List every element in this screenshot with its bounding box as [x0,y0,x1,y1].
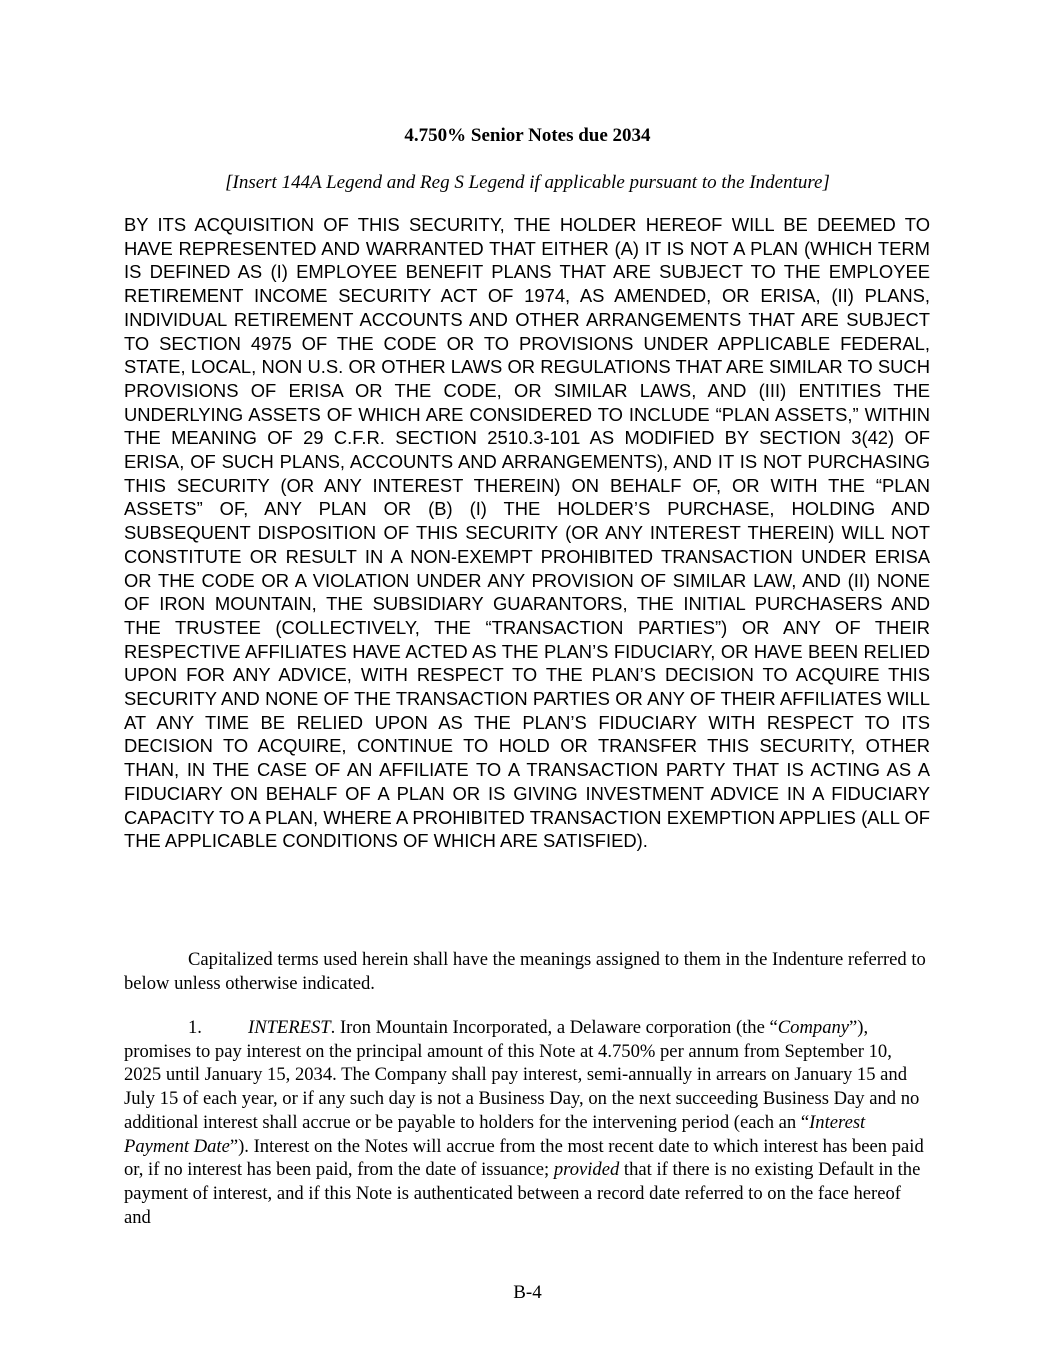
provided-term: provided [553,1159,620,1181]
defined-term-interest-payment-date: Interest Payment Date [124,1111,866,1157]
capitalized-terms-text: Capitalized terms used herein shall have the meanings assigned to them in the Indenture referred to below unless otherwise indicated. [124,949,926,994]
defined-term-company: Company [777,1017,850,1038]
capitalized-terms-paragraph [124,948,930,995]
interest-text-part-2: ”), promises to pay interest on the principal amount of this Note at 4.750% per annum from September 10, 2025 until January 15, 2034. The Company shall pay interest, semi-annually in arrears on January 15 and July 15 of each year, or if any such day is not a Business Day, on the next succeeding Business Day and no additional interest shall accrue or be payable to holders for the intervening period (each an “ [124,1017,920,1133]
interest-text-part-4: that if there is no existing Default in the payment of interest, and if this Note is authenticated between a record date referred to on the face hereof and [124,1159,921,1228]
erisa-legend-paragraph: BY ITS ACQUISITION OF THIS SECURITY, THE HOLDER HEREOF WILL BE DEEMED TO HAVE REPRESENTED AND WARRANTED THAT EITHER (A) IT IS NOT A PLAN (WHICH TERM IS DEFINED AS (I) EMPLOYEE BENEFIT PLANS THAT ARE SUBJECT TO THE EMPLOYEE RETIREMENT INCOME SECURITY ACT OF 1974, AS AMENDED, OR ERISA, (II) PLANS, INDIVIDUAL RETIREMENT ACCOUNTS AND OTHER ARRANGEMENTS THAT ARE SUBJECT TO SECTION 4975 OF THE CODE OR TO PROVISIONS UNDER APPLICABLE FEDERAL, STATE, LOCAL, NON U.S. OR OTHER LAWS OR REGULATIONS THAT ARE SIMILAR TO SUCH PROVISIONS OF ERISA OR THE CODE, OR SIMILAR LAWS, AND (III) ENTITIES THE UNDERLYING ASSETS OF WHICH ARE CONSIDERED TO INCLUDE “PLAN ASSETS,” WITHIN THE MEANING OF 29 C.F.R. SECTION 2510.3-101 AS MODIFIED BY SECTION 3(42) OF ERISA, OF SUCH PLANS, ACCOUNTS AND ARRANGEMENTS), AND IT IS NOT PURCHASING THIS SECURITY (OR ANY INTEREST THEREIN) ON BEHALF OF, OR WITH THE “PLAN ASSETS” OF, ANY PLAN OR (B) (I) THE HOLDER’S PURCHASE, HOLDING AND SUBSEQUENT DISPOSITION OF THIS SECURITY (OR ANY INTEREST THEREIN) WILL NOT CONSTITUTE OR RESULT IN A NON-EXEMPT PROHIBITED TRANSACTION UNDER ERISA OR THE CODE OR A VIOLATION UNDER ANY PROVISION OF SIMILAR LAW, AND (II) NONE OF IRON MOUNTAIN, THE SUBSIDIARY GUARANTORS, THE INITIAL PURCHASERS AND THE TRUSTEE (COLLECTIVELY, THE “TRANSACTION PARTIES”) OR ANY OF THEIR RESPECTIVE AFFILIATES HAVE ACTED AS THE PLAN’S FIDUCIARY, OR HAVE BEEN RELIED UPON FOR ANY ADVICE, WITH RESPECT TO THE PLAN’S DECISION TO ACQUIRE THIS SECURITY AND NONE OF THE TRANSACTION PARTIES OR ANY OF THEIR AFFILIATES WILL AT ANY TIME BE RELIED UPON AS THE PLAN’S FIDUCIARY WITH RESPECT TO ITS DECISION TO ACQUIRE, CONTINUE TO HOLD OR TRANSFER THIS SECURITY, OTHER THAN, IN THE CASE OF AN AFFILIATE TO A TRANSACTION PARTY THAT IS ACTING AS A FIDUCIARY ON BEHALF OF A PLAN OR IS GIVING INVESTMENT ADVICE IN A FIDUCIARY CAPACITY TO A PLAN, WHERE A PROHIBITED TRANSACTION EXEMPTION APPLIES (ALL OF THE APPLICABLE CONDITIONS OF WHICH ARE SATISFIED). [124,214,930,852]
section-heading: INTEREST [248,1017,331,1038]
page-number: B-4 [513,1282,542,1303]
section-heading-punct: . [330,1017,336,1038]
note-title: 4.750% Senior Notes due 2034 [404,125,651,146]
interest-text-part-1: Iron Mountain Incorporated, a Delaware corporation (the “ [335,1017,778,1038]
interest-text-part-3: ”). Interest on the Notes will accrue from the most recent date to which interest has been paid or, if no interest has been paid, from the date of issuance; [124,1135,924,1181]
interest-section [124,1016,930,1229]
section-number: 1. [188,1017,202,1038]
legend-instruction: [Insert 144A Legend and Reg S Legend if applicable pursuant to the Indenture] [225,172,830,193]
